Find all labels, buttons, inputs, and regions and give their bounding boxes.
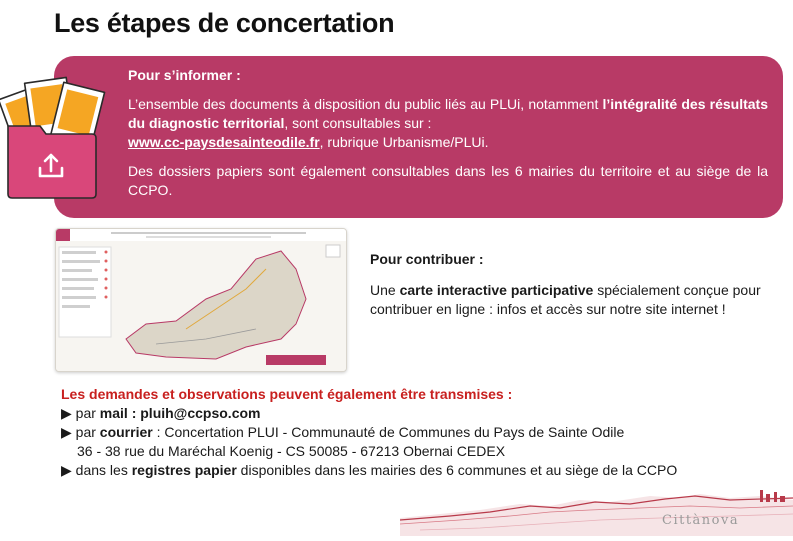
contribute-bold: carte interactive participative <box>399 282 594 298</box>
inform-section <box>128 66 768 210</box>
courrier-text: : Concertation PLUI - Communauté de Communes du Pays de Sainte Odile <box>152 424 625 440</box>
registres-prefix: dans les <box>71 462 132 478</box>
courrier-bold: courrier <box>99 424 153 440</box>
courrier-line <box>61 423 768 442</box>
contribute-text <box>370 281 770 319</box>
address-line: 36 - 38 rue du Maréchal Koenig - CS 50085 - 67213 Obernai CEDEX <box>77 443 506 459</box>
inform-heading: Pour s’informer : <box>128 67 241 83</box>
inform-paragraph-1 <box>128 95 768 152</box>
inform-p1-bold: l’intégralité des résultats du diagnostic territorial <box>128 96 768 131</box>
mail-address[interactable]: mail : pluih@ccpso.com <box>99 405 261 421</box>
inform-p1-text-3: , rubrique Urbanisme/PLUi. <box>319 134 489 150</box>
registres-line <box>61 461 768 480</box>
contribute-heading: Pour contribuer : <box>370 251 484 267</box>
contribute-text-1: Une <box>370 282 400 298</box>
inform-p1-text: L’ensemble des documents à disposition du public liés au PLUi, notamment <box>128 96 603 112</box>
requests-section <box>61 385 768 480</box>
mail-line <box>61 404 768 423</box>
brand-logo: Cittànova <box>662 513 740 528</box>
mail-prefix: par <box>71 405 100 421</box>
inform-paragraph-2: Des dossiers papiers sont également consultables dans les 6 mairies du territoire et au siège de la CCPO. <box>128 163 768 198</box>
courrier-prefix: par <box>71 424 100 440</box>
arrow-icon: ▶ <box>61 424 72 440</box>
registres-text: disponibles dans les mairies des 6 communes et au siège de la CCPO <box>236 462 678 478</box>
inform-p1-text-2: , sont consultables sur : <box>284 115 432 131</box>
page-title: Les étapes de concertation <box>54 8 395 38</box>
website-link[interactable]: www.cc-paysdesainteodile.fr <box>128 134 320 150</box>
requests-heading: Les demandes et observations peuvent également être transmises : <box>61 386 513 402</box>
interactive-map-thumbnail[interactable] <box>55 228 347 372</box>
documents-folder-icon <box>0 76 110 206</box>
contribute-section <box>370 250 770 319</box>
registres-bold: registres papier <box>131 462 237 478</box>
arrow-icon: ▶ <box>61 405 72 421</box>
arrow-icon: ▶ <box>61 462 72 478</box>
contribute-text-2: spécialement conçue pour contribuer en ligne : infos et accès sur notre site internet ! <box>370 282 761 317</box>
